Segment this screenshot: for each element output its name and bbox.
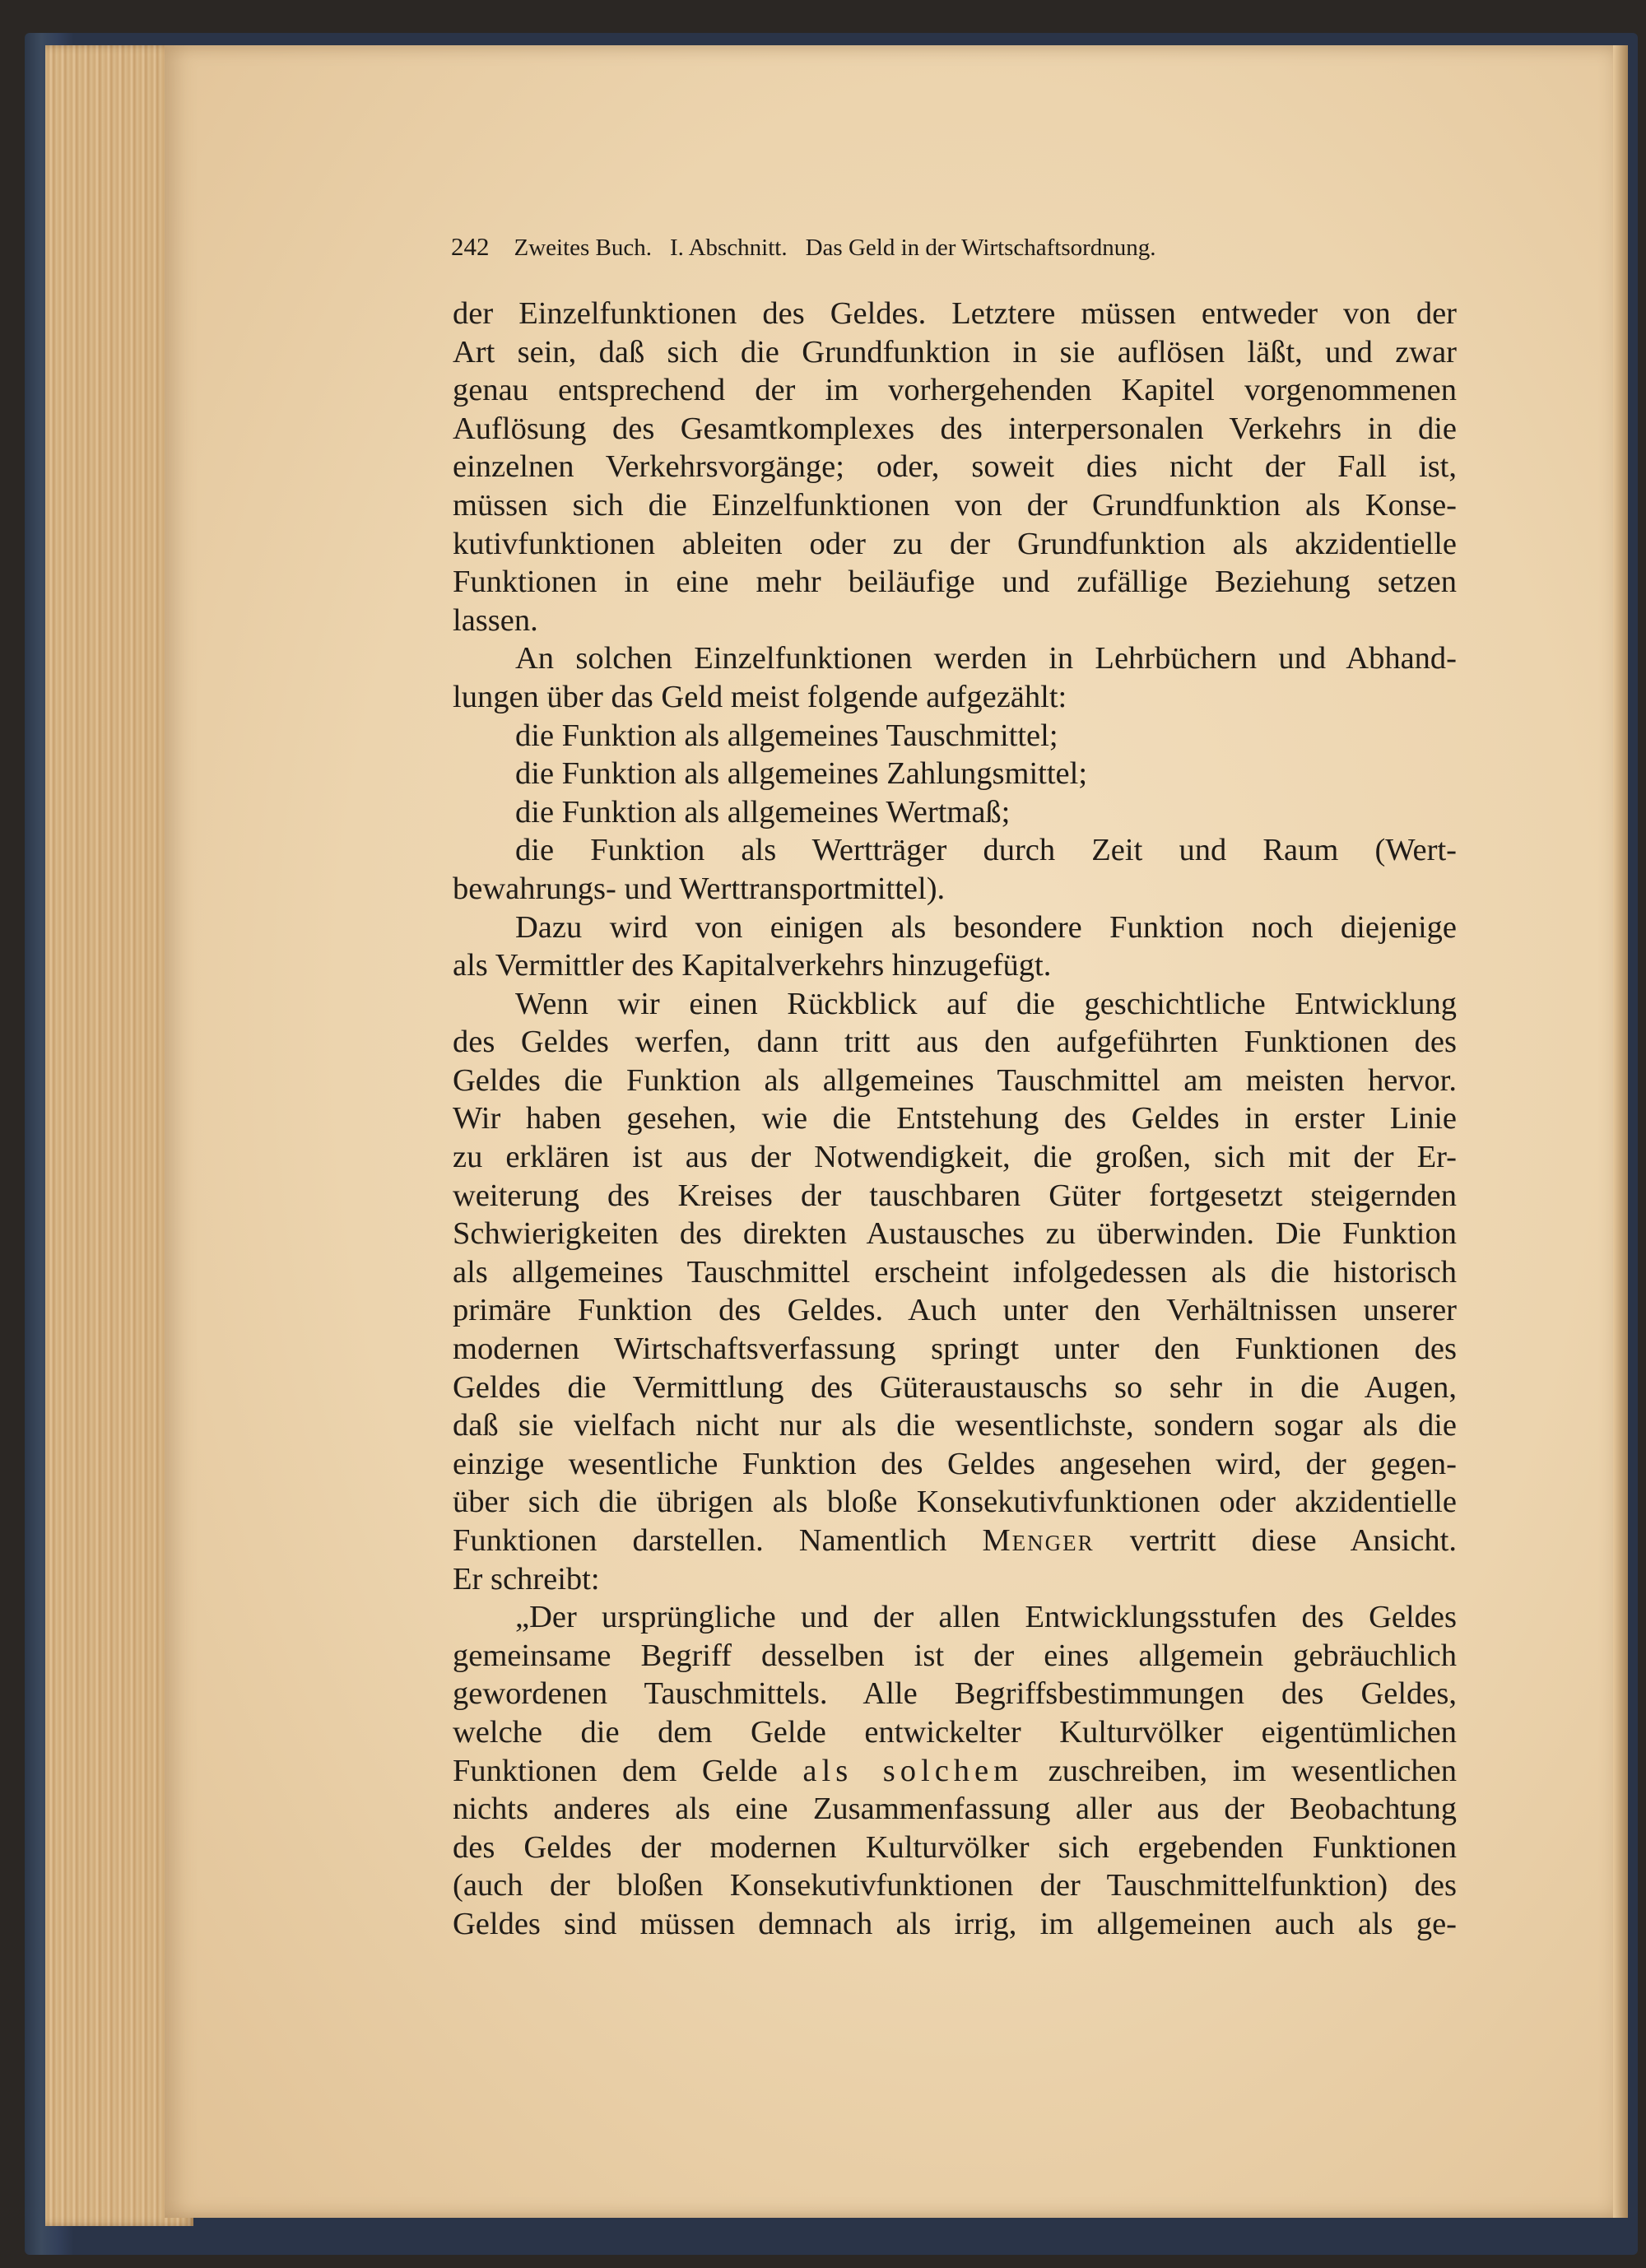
text-line: Er schreibt: bbox=[453, 1561, 600, 1596]
list-item: die Funktion als allgemeines Wertmaß; bbox=[515, 794, 1011, 830]
page-number: 242 bbox=[451, 232, 490, 261]
running-title-chapter: Das Geld in der Wirtschaftsordnung. bbox=[805, 235, 1156, 261]
text-line: Dazu wird von einigen als besondere Funktion noch diejenige bbox=[515, 909, 1457, 945]
quote-line: gewordenen Tauschmittels. Alle Begriffsbestimmungen des Geldes, bbox=[453, 1676, 1457, 1712]
list-item: die Funktion als allgemeines Tauschmittel; bbox=[515, 718, 1058, 753]
text-fragment: Funktionen darstellen. Namentlich bbox=[453, 1523, 983, 1558]
text-line: Geldes die Funktion als allgemeines Tauschmittel am meisten hervor. bbox=[453, 1062, 1457, 1098]
quote-line: gemeinsame Begriff desselben ist der eines allgemein gebräuchlich bbox=[453, 1638, 1457, 1673]
text-line: Schwierigkeiten des direkten Austausches zu überwinden. Die Funktion bbox=[453, 1216, 1457, 1252]
list-item: die Funktion als Wertträger durch Zeit und Raum (Wert- bbox=[515, 833, 1457, 868]
text-line: der Einzelfunktionen des Geldes. Letztere müssen entweder von der bbox=[453, 296, 1457, 331]
quote-line: welche die dem Gelde entwickelter Kulturvölker eigentümlichen bbox=[453, 1714, 1457, 1750]
text-line: modernen Wirtschaftsverfassung springt unter den Funktionen des bbox=[453, 1332, 1457, 1367]
text-line: Funktionen in eine mehr beiläufige und zufällige Beziehung setzen bbox=[453, 565, 1457, 600]
emphasis-spaced: als solchem bbox=[802, 1753, 1024, 1788]
text-line: An solchen Einzelfunktionen werden in Lehrbüchern und Abhand- bbox=[515, 641, 1457, 676]
running-title-section: I. Abschnitt. bbox=[670, 235, 788, 261]
text-line: Wir haben gesehen, wie die Entstehung des Geldes in erster Linie bbox=[453, 1101, 1457, 1136]
text-line: zu erklären ist aus der Notwendigkeit, die großen, sich mit der Er- bbox=[453, 1140, 1457, 1175]
quote-line: „Der ursprüngliche und der allen Entwicklungsstufen des Geldes bbox=[515, 1600, 1457, 1635]
text-line: kutivfunktionen ableiten oder zu der Grundfunktion als akzidentielle bbox=[453, 526, 1457, 561]
author-name: Menger bbox=[982, 1523, 1095, 1558]
text-line: müssen sich die Einzelfunktionen von der Grundfunktion als Konse- bbox=[453, 487, 1457, 523]
text-line: weiterung des Kreises der tauschbaren Güter fortgesetzt steigernden bbox=[453, 1178, 1457, 1213]
list-item-continuation: bewahrungs- und Werttransportmittel). bbox=[453, 871, 946, 906]
text-fragment: vertritt diese Ansicht. bbox=[1094, 1523, 1457, 1558]
text-line: als Vermittler des Kapitalverkehrs hinzugefügt. bbox=[453, 948, 1052, 983]
page-right-edge bbox=[1613, 45, 1628, 2218]
quote-line bbox=[453, 1752, 1457, 1791]
quote-line: nichts anderes als eine Zusammenfassung aller aus der Beobachtung bbox=[453, 1792, 1457, 1827]
text-line: Wenn wir einen Rückblick auf die geschichtliche Entwicklung bbox=[515, 986, 1457, 1021]
running-header bbox=[451, 232, 1377, 262]
text-line: lungen über das Geld meist folgende aufgezählt: bbox=[453, 679, 1067, 714]
list-item: die Funktion als allgemeines Zahlungsmittel; bbox=[515, 756, 1088, 792]
text-line bbox=[453, 1522, 1457, 1560]
text-line: genau entsprechend der im vorhergehenden Kapitel vorgenommenen bbox=[453, 373, 1457, 408]
text-line: über sich die übrigen als bloße Konsekutivfunktionen oder akzidentielle bbox=[453, 1485, 1457, 1520]
text-line: daß sie vielfach nicht nur als die wesentlichste, sondern sogar als die bbox=[453, 1408, 1457, 1443]
text-line: Art sein, daß sich die Grundfunktion in sie auflösen läßt, und zwar bbox=[453, 334, 1457, 369]
text-line: einzige wesentliche Funktion des Geldes angesehen wird, der gegen- bbox=[453, 1446, 1457, 1481]
text-line: Auflösung des Gesamtkomplexes des interpersonalen Verkehrs in die bbox=[453, 411, 1457, 446]
body-text bbox=[453, 295, 1457, 1944]
text-line: einzelnen Verkehrsvorgänge; oder, soweit dies nicht der Fall ist, bbox=[453, 449, 1457, 485]
running-title-book: Zweites Buch. bbox=[514, 235, 653, 261]
quote-line: des Geldes der modernen Kulturvölker sich ergebenden Funktionen bbox=[453, 1829, 1457, 1865]
text-fragment: zuschreiben, im wesentlichen bbox=[1023, 1753, 1457, 1788]
text-line: des Geldes werfen, dann tritt aus den aufgeführten Funktionen des bbox=[453, 1025, 1457, 1060]
text-fragment: Funktionen dem Gelde bbox=[453, 1753, 803, 1788]
quote-line: (auch der bloßen Konsekutivfunktionen der Tauschmittelfunktion) des bbox=[453, 1868, 1457, 1903]
text-line: primäre Funktion des Geldes. Auch unter den Verhältnissen unserer bbox=[453, 1293, 1457, 1328]
text-line: lassen. bbox=[453, 602, 538, 638]
text-line: Geldes die Vermittlung des Güteraustauschs so sehr in die Augen, bbox=[453, 1369, 1457, 1405]
quote-line: Geldes sind müssen demnach als irrig, im allgemeinen auch als ge- bbox=[453, 1906, 1457, 1941]
text-line: als allgemeines Tauschmittel erscheint infolgedessen als die historisch bbox=[453, 1254, 1457, 1290]
